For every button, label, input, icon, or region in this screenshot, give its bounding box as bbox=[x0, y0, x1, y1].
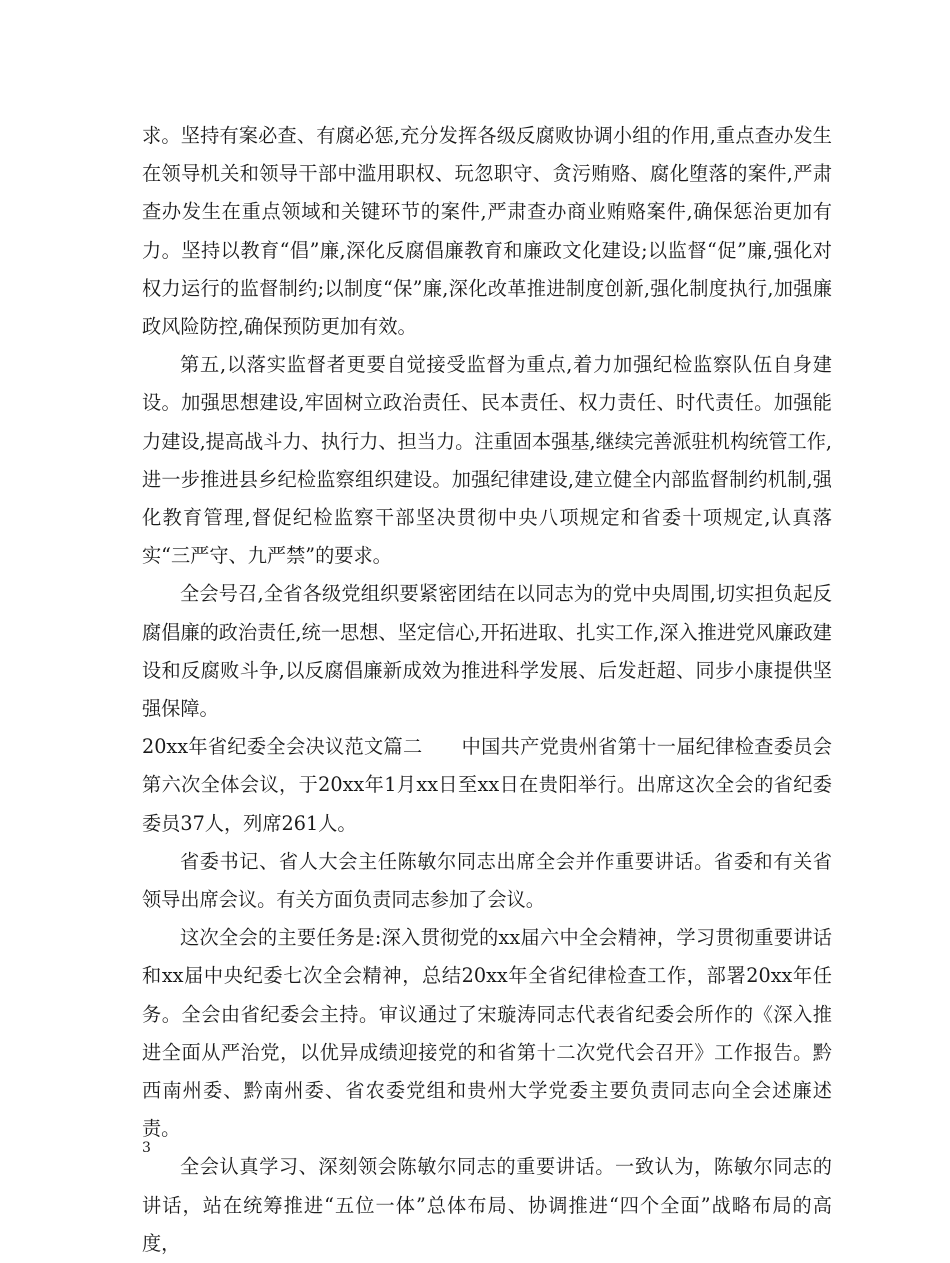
paragraph-1: 求。坚持有案必查、有腐必惩,充分发挥各级反腐败协调小组的作用,重点查办发生在领导机关和领导干部中滥用职权、玩忽职守、贪污贿赂、腐化堕落的案件,严肃查办发生在重点领域和关键环节的案件,严肃查办商业贿赂案件,确保惩治更加有力。坚持以教育“倡”廉,深化反腐倡廉教育和廉政文化建设;以监督“促”廉,强化对权力运行的监督制约;以制度“保”廉,深化改革推进制度创新,强化制度执行,加强廉政风险防控,确保预防更加有效。 bbox=[142, 124, 832, 339]
paragraph-5: 省委书记、省人大会主任陈敏尔同志出席全会并作重要讲话。省委和有关省领导出席会议。有关方面负责同志参加了会议。 bbox=[142, 849, 832, 912]
paragraph-4: 20xx年省纪委全会决议范文篇二 中国共产党贵州省第十一届纪律检查委员会第六次全体会议，于20xx年1月xx日至xx日在贵阳举行。出席这次全会的省纪委委员37人，列席261人。 bbox=[142, 735, 832, 835]
paragraph-7: 全会认真学习、深刻领会陈敏尔同志的重要讲话。一致认为，陈敏尔同志的讲话，站在统筹推进“五位一体”总体布局、协调推进“四个全面”战略布局的高度， bbox=[142, 1155, 832, 1255]
page-number: 3 bbox=[142, 1140, 151, 1156]
paragraph-2: 第五,以落实监督者更要自觉接受监督为重点,着力加强纪检监察队伍自身建设。加强思想建设,牢固树立政治责任、民本责任、权力责任、时代责任。加强能力建设,提高战斗力、执行力、担当力。注重固本强基,继续完善派驻机构统管工作,进一步推进县乡纪检监察组织建设。加强纪律建设,建立健全内部监督制约机制,强化教育管理,督促纪检监察干部坚决贯彻中央八项规定和省委十项规定,认真落实“三严守、九严禁”的要求。 bbox=[142, 353, 832, 568]
paragraph-3: 全会号召,全省各级党组织要紧密团结在以同志为的党中央周围,切实担负起反腐倡廉的政治责任,统一思想、坚定信心,开拓进取、扎实工作,深入推进党风廉政建设和反腐败斗争,以反腐倡廉新成效为推进科学发展、后发赶超、同步小康提供坚强保障。 bbox=[142, 582, 832, 721]
document-body bbox=[142, 117, 832, 1263]
paragraph-6: 这次全会的主要任务是:深入贯彻党的xx届六中全会精神，学习贯彻重要讲话和xx届中央纪委七次全会精神，总结20xx年全省纪律检查工作，部署20xx年任务。全会由省纪委会主持。审议通过了宋璇涛同志代表省纪委会所作的《深入推进全面从严治党，以优异成绩迎接党的和省第十二次党代会召开》工作报告。黔西南州委、黔南州委、省农委党组和贵州大学党委主要负责同志向全会述廉述责。 bbox=[142, 926, 832, 1141]
